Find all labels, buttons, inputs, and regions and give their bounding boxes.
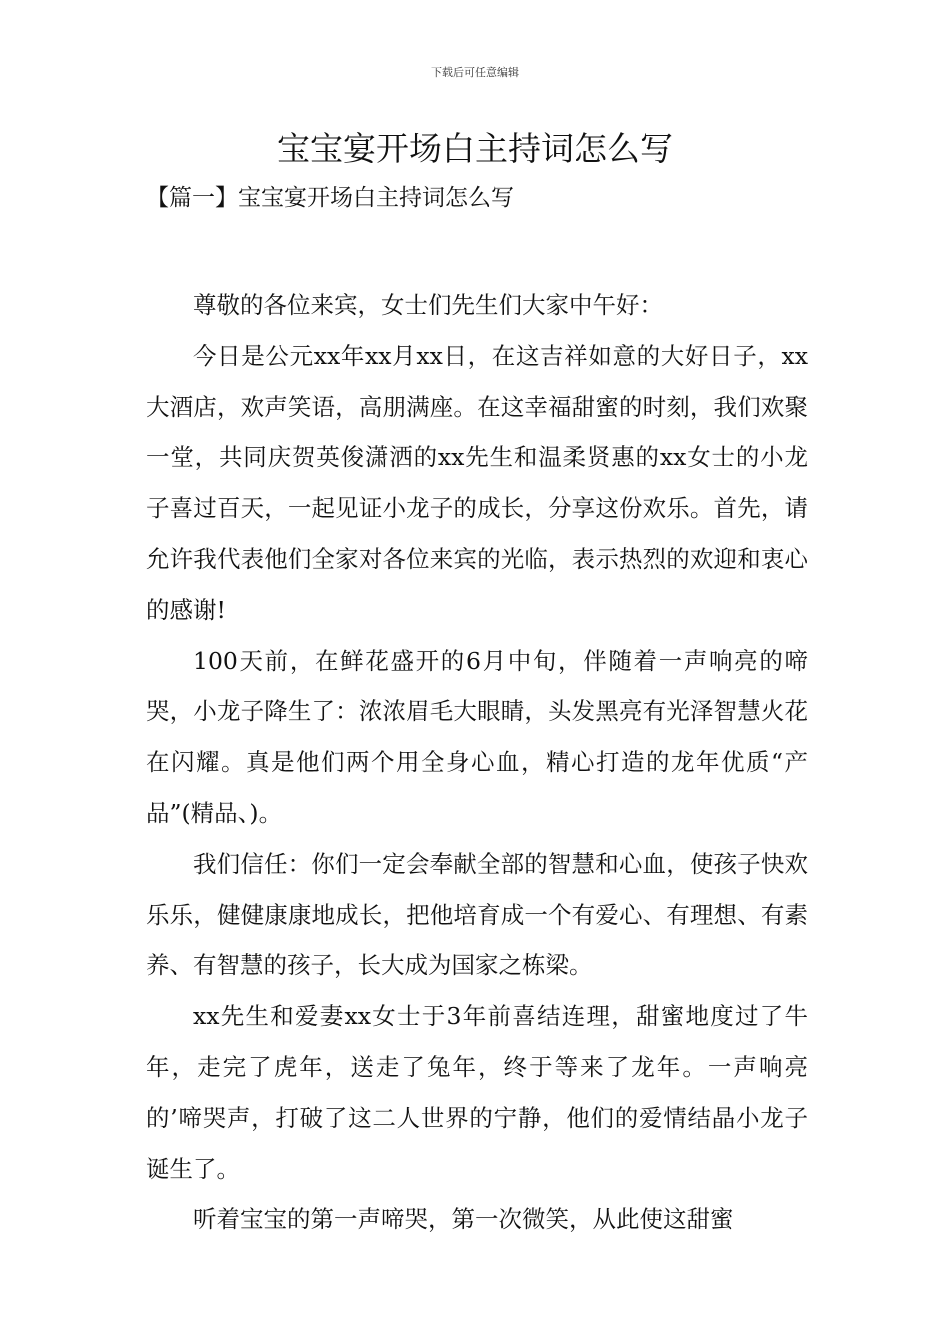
- paragraph: 听着宝宝的第一声啼哭，第一次微笑，从此使这甜蜜: [193, 1205, 734, 1234]
- document-title: 宝宝宴开场白主持词怎么写: [277, 129, 673, 168]
- document-body: [146, 280, 808, 1245]
- paragraph: 今日是公元xx年xx月xx日，在这吉祥如意的大好日子，xx大酒店，欢声笑语，高朋满座。在这幸福甜蜜的时刻，我们欢聚一堂，共同庆贺英俊潇洒的xx先生和温柔贤惠的xx女士的小龙子喜过百天，一起见证小龙子的成长，分享这份欢乐。首先，请允许我代表他们全家对各位来宾的光临，表示热烈的欢迎和衷心的感谢!: [146, 341, 808, 624]
- paragraph: xx先生和爱妻xx女士于3年前喜结连理，甜蜜地度过了牛年，走完了虎年，送走了兔年，终于等来了龙年。一声响亮的’啼哭声，打破了这二人世界的宁静，他们的爱情结晶小龙子诞生了。: [146, 1002, 808, 1183]
- paragraph: 100天前，在鲜花盛开的6月中旬，伴随着一声响亮的啼哭，小龙子降生了：浓浓眉毛大眼睛，头发黑亮有光泽智慧火花在闪耀。真是他们两个用全身心血，精心打造的龙年优质“产品”(精品、)。: [146, 646, 808, 827]
- paragraph-greeting: 尊敬的各位来宾，女士们先生们大家中午好：: [193, 291, 663, 319]
- section-heading: 【篇一】宝宝宴开场白主持词怎么写: [146, 185, 514, 211]
- paragraph: 我们信任：你们一定会奉献全部的智慧和心血，使孩子快欢乐乐，健健康康地成长，把他培育成一个有爱心、有理想、有素养、有智慧的孩子，长大成为国家之栋梁。: [146, 849, 808, 980]
- page-header-note: 下载后可任意编辑: [431, 66, 519, 79]
